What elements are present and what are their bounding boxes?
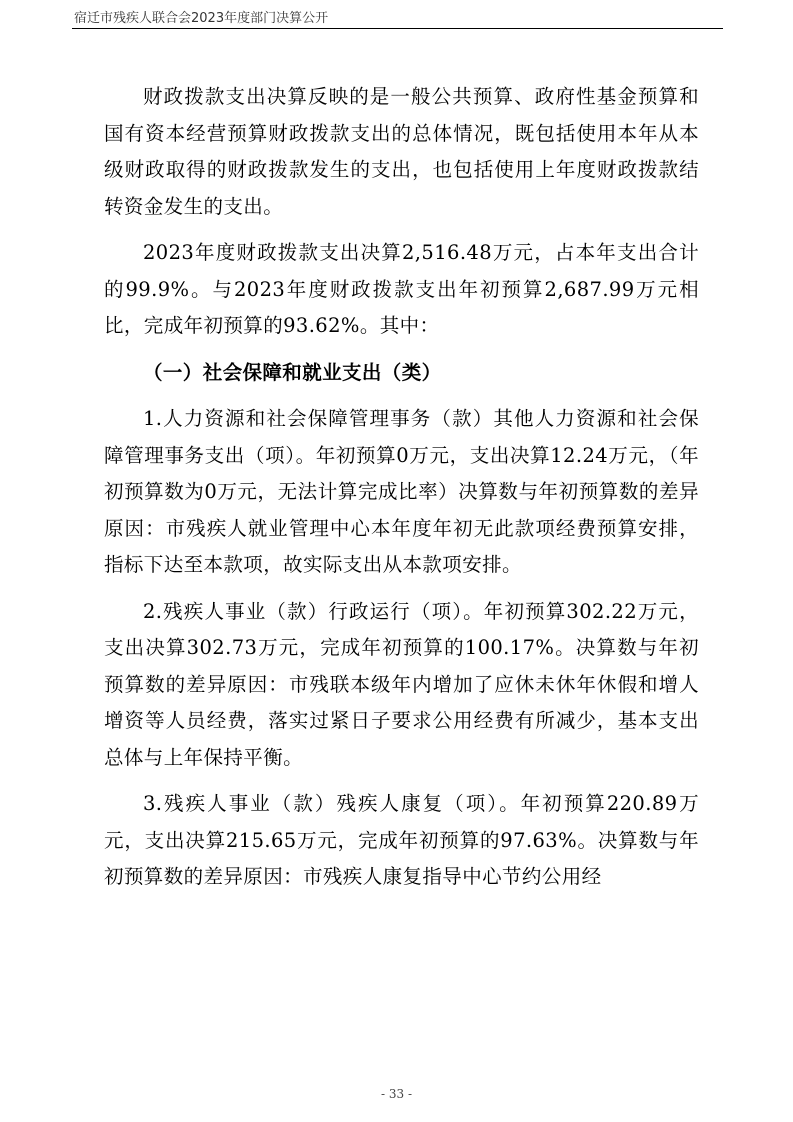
paragraph-item-2: 2.残疾人事业（款）行政运行（项）。年初预算302.22万元，支出决算302.73万元，完成年初预算的100.17%。决算数与年初预算数的差异原因：市残联本级年内增加了应休未休年休假和增人增资等人员经费，落实过紧日子要求公用经费有所减少，基本支出总体与上年保持平衡。 — [104, 599, 699, 769]
header-divider — [72, 28, 723, 29]
paragraph-overview: 财政拨款支出决算反映的是一般公共预算、政府性基金预算和国有资本经营预算财政拨款支出的总体情况，既包括使用本年从本级财政取得的财政拨款发生的支出，也包括使用上年度财政拨款结转资金发生的支出。 — [104, 85, 699, 218]
page-number: - 33 - — [380, 1087, 412, 1101]
document-body — [104, 79, 699, 906]
paragraph-summary: 2023年度财政拨款支出决算2,516.48万元，占本年支出合计的99.9%。与2023年度财政拨款支出年初预算2,687.99万元相比，完成年初预算的93.62%。其中： — [104, 241, 699, 337]
section-heading-social-security: （一）社会保障和就业支出（类） — [143, 360, 442, 384]
paragraph-item-1: 1.人力资源和社会保障管理事务（款）其他人力资源和社会保障管理事务支出（项）。年初预算0万元，支出决算12.24万元，（年初预算数为0万元，无法计算完成比率）决算数与年初预算数的差异原因：市残疾人就业管理中心本年度年初无此款项经费预算安排，指标下达至本款项，故实际支出从本款项安排。 — [104, 407, 699, 576]
running-header-title: 宿迁市残疾人联合会2023年度部门决算公开 — [74, 11, 329, 26]
paragraph-item-3: 3.残疾人事业（款）残疾人康复（项）。年初预算220.89万元，支出决算215.65万元，完成年初预算的97.63%。决算数与年初预算数的差异原因：市残疾人康复指导中心节约公用经 — [104, 792, 699, 888]
